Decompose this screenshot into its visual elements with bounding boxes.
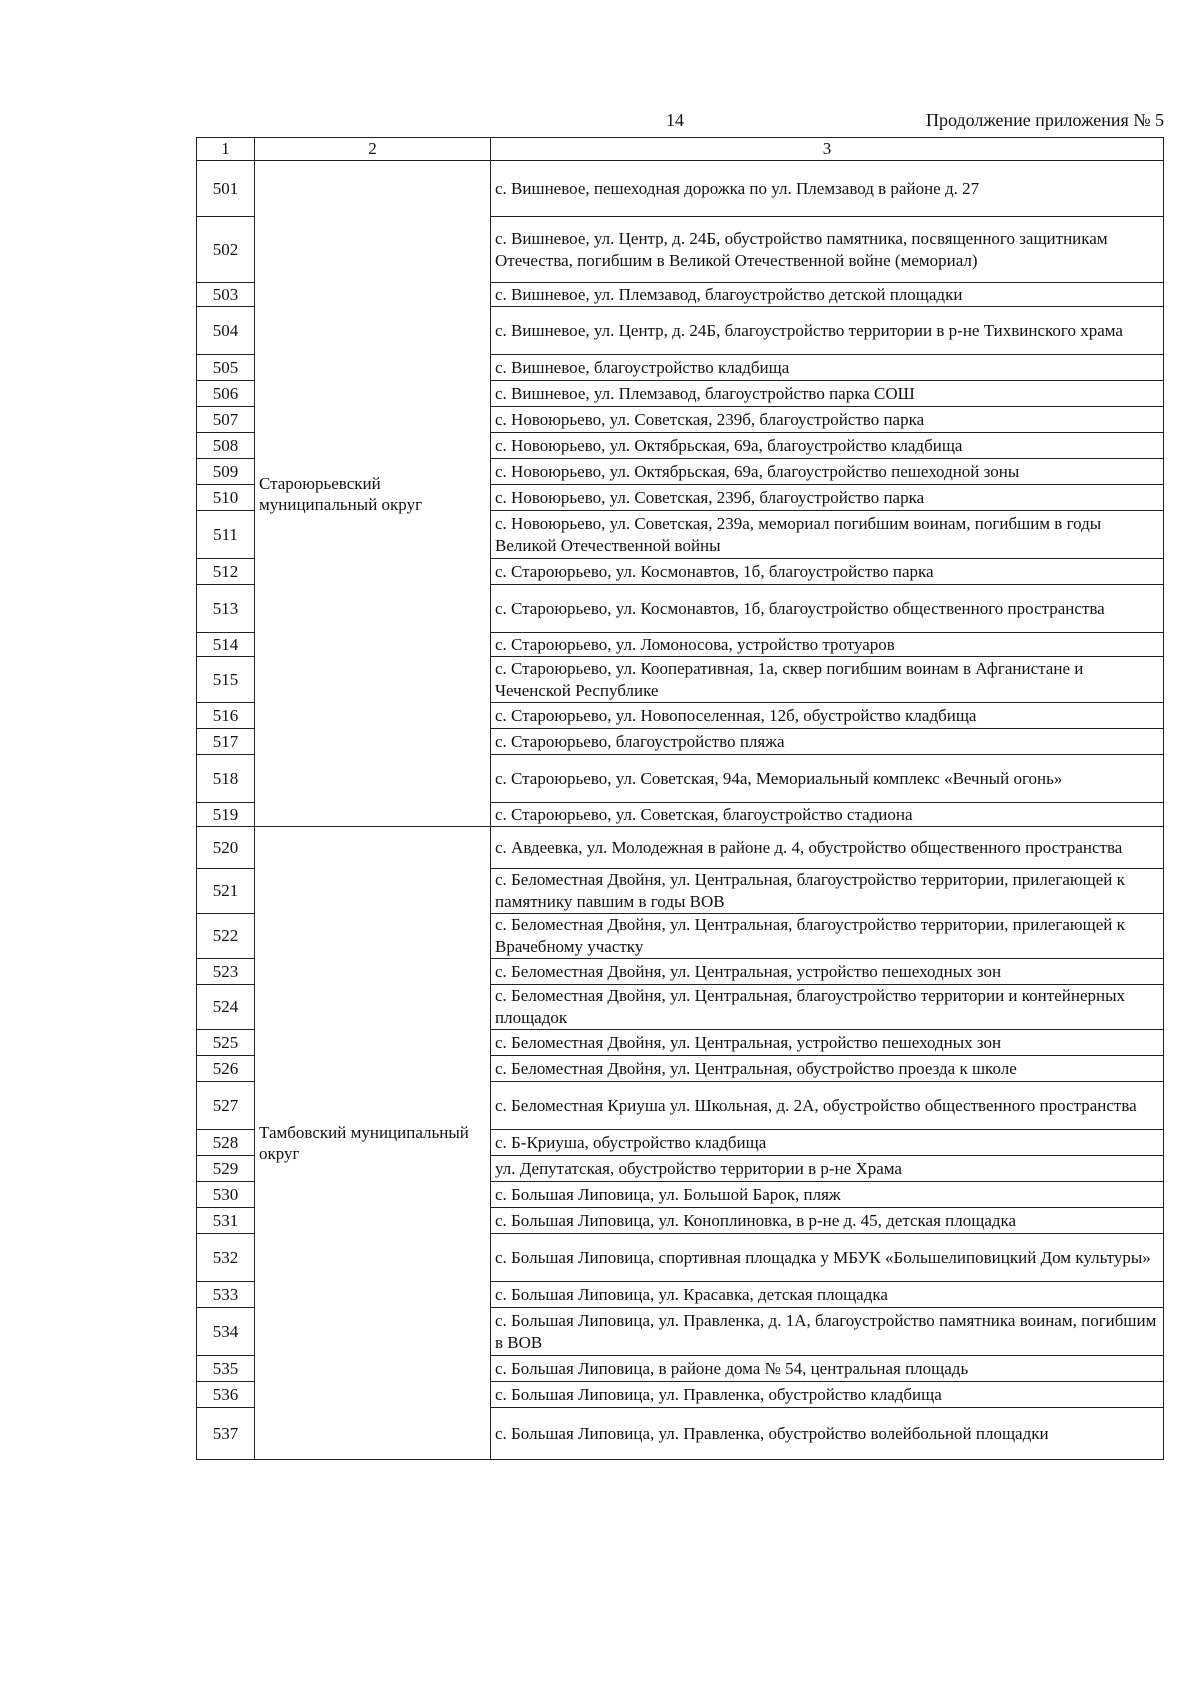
row-number: 526 [197,1056,255,1082]
row-number: 524 [197,985,255,1030]
object-description: с. Староюрьево, ул. Космонавтов, 1б, благоустройство общественного пространства [491,585,1164,633]
object-description: с. Вишневое, благоустройство кладбища [491,355,1164,381]
object-description: с. Староюрьево, ул. Космонавтов, 1б, благоустройство парка [491,559,1164,585]
table-body [197,161,1164,1460]
object-description: с. Большая Липовица, ул. Большой Барок, пляж [491,1182,1164,1208]
table-row [197,827,1164,869]
object-description: с. Беломестная Двойня, ул. Центральная, благоустройство территории и контейнерных площадок [491,985,1164,1030]
page-header [196,110,1164,136]
row-number: 510 [197,485,255,511]
object-description: с. Большая Липовица, в районе дома № 54, центральная площадь [491,1356,1164,1382]
row-number: 534 [197,1308,255,1356]
objects-table [196,137,1164,1460]
object-description: с. Б-Криуша, обустройство кладбища [491,1130,1164,1156]
district-name: Тамбовский муниципальный округ [255,827,491,1460]
object-description: с. Новоюрьево, ул. Октябрьская, 69а, благоустройство кладбища [491,433,1164,459]
row-number: 522 [197,914,255,959]
object-description: с. Вишневое, ул. Племзавод, благоустройство парка СОШ [491,381,1164,407]
row-number: 511 [197,511,255,559]
column-header-3: 3 [491,138,1164,161]
object-description: с. Староюрьево, ул. Советская, 94а, Мемориальный комплекс «Вечный огонь» [491,755,1164,803]
object-description: ул. Депутатская, обустройство территории в р-не Храма [491,1156,1164,1182]
column-header-1: 1 [197,138,255,161]
row-number: 536 [197,1382,255,1408]
row-number: 531 [197,1208,255,1234]
object-description: с. Староюрьево, ул. Кооперативная, 1а, сквер погибшим воинам в Афганистане и Чеченской Республике [491,657,1164,703]
object-description: с. Новоюрьево, ул. Советская, 239б, благоустройство парка [491,485,1164,511]
object-description: с. Беломестная Двойня, ул. Центральная, обустройство проезда к школе [491,1056,1164,1082]
continuation-label: Продолжение приложения № 5 [925,110,1164,130]
row-number: 523 [197,959,255,985]
row-number: 532 [197,1234,255,1282]
row-number: 533 [197,1282,255,1308]
object-description: с. Большая Липовица, ул. Правленка, д. 1А, благоустройство памятника воинам, погибшим в ВОВ [491,1308,1164,1356]
object-description: с. Большая Липовица, ул. Коноплиновка, в р-не д. 45, детская площадка [491,1208,1164,1234]
row-number: 508 [197,433,255,459]
row-number: 535 [197,1356,255,1382]
object-description: с. Новоюрьево, ул. Советская, 239б, благоустройство парка [491,407,1164,433]
row-number: 521 [197,869,255,914]
row-number: 504 [197,307,255,355]
object-description: с. Новоюрьево, ул. Октябрьская, 69а, благоустройство пешеходной зоны [491,459,1164,485]
row-number: 537 [197,1408,255,1460]
row-number: 514 [197,633,255,657]
district-name: Староюрьевский муниципальный округ [255,161,491,827]
object-description: с. Большая Липовица, спортивная площадка у МБУК «Большелиповицкий Дом культуры» [491,1234,1164,1282]
row-number: 503 [197,283,255,307]
object-description: с. Беломестная Двойня, ул. Центральная, благоустройство территории, прилегающей к Врачебному участку [491,914,1164,959]
object-description: с. Вишневое, пешеходная дорожка по ул. Племзавод в районе д. 27 [491,161,1164,217]
row-number: 518 [197,755,255,803]
object-description: с. Староюрьево, ул. Ломоносова, устройство тротуаров [491,633,1164,657]
object-description: с. Новоюрьево, ул. Советская, 239а, мемориал погибшим воинам, погибшим в годы Великой Отечественной войны [491,511,1164,559]
row-number: 517 [197,729,255,755]
object-description: с. Вишневое, ул. Центр, д. 24Б, обустройство памятника, посвященного защитникам Отечества, погибшим в Великой Отечественной войне (мемориал) [491,217,1164,283]
row-number: 513 [197,585,255,633]
object-description: с. Беломестная Двойня, ул. Центральная, устройство пешеходных зон [491,959,1164,985]
row-number: 530 [197,1182,255,1208]
table-header-row [197,138,1164,161]
object-description: с. Беломестная Криуша ул. Школьная, д. 2А, обустройство общественного пространства [491,1082,1164,1130]
object-description: с. Староюрьево, ул. Новопоселенная, 12б, обустройство кладбища [491,703,1164,729]
object-description: с. Староюрьево, ул. Советская, благоустройство стадиона [491,803,1164,827]
row-number: 505 [197,355,255,381]
row-number: 529 [197,1156,255,1182]
object-description: с. Староюрьево, благоустройство пляжа [491,729,1164,755]
object-description: с. Авдеевка, ул. Молодежная в районе д. 4, обустройство общественного пространства [491,827,1164,869]
object-description: с. Вишневое, ул. Племзавод, благоустройство детской площадки [491,283,1164,307]
object-description: с. Беломестная Двойня, ул. Центральная, благоустройство территории, прилегающей к памятнику павшим в годы ВОВ [491,869,1164,914]
row-number: 512 [197,559,255,585]
row-number: 527 [197,1082,255,1130]
row-number: 509 [197,459,255,485]
object-description: с. Большая Липовица, ул. Правленка, обустройство кладбища [491,1382,1164,1408]
object-description: с. Вишневое, ул. Центр, д. 24Б, благоустройство территории в р-не Тихвинского храма [491,307,1164,355]
row-number: 528 [197,1130,255,1156]
object-description: с. Большая Липовица, ул. Правленка, обустройство волейбольной площадки [491,1408,1164,1460]
object-description: с. Беломестная Двойня, ул. Центральная, устройство пешеходных зон [491,1030,1164,1056]
row-number: 515 [197,657,255,703]
row-number: 516 [197,703,255,729]
row-number: 501 [197,161,255,217]
table-row [197,161,1164,217]
row-number: 520 [197,827,255,869]
row-number: 525 [197,1030,255,1056]
row-number: 507 [197,407,255,433]
row-number: 519 [197,803,255,827]
row-number: 502 [197,217,255,283]
page-number: 14 [666,110,684,130]
column-header-2: 2 [255,138,491,161]
object-description: с. Большая Липовица, ул. Красавка, детская площадка [491,1282,1164,1308]
row-number: 506 [197,381,255,407]
